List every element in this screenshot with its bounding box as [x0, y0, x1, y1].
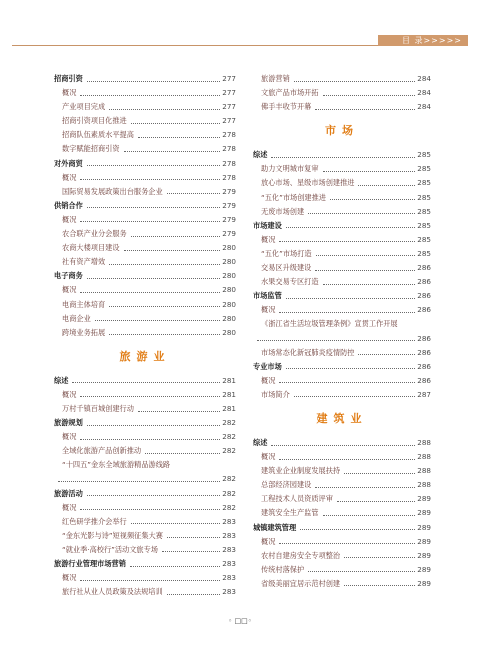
- toc-entry-title: 水果交易专区打造: [261, 277, 319, 287]
- toc-entry-title: 电子商务: [54, 271, 83, 281]
- toc-entry-title: 文旅产品市场开拓: [261, 88, 319, 98]
- toc-page-number: 283: [222, 544, 236, 554]
- dot-leader: [80, 95, 220, 96]
- dot-leader: [80, 221, 220, 222]
- dot-leader: [323, 515, 416, 516]
- toc-entry-title: 专业市场: [253, 361, 282, 371]
- dot-leader: [109, 306, 220, 307]
- toc-entry-title: 旅游活动: [54, 488, 83, 498]
- toc-entry-sub[interactable]: [253, 346, 431, 360]
- section-heading: 市场: [325, 124, 359, 138]
- toc-entry-main[interactable]: [253, 148, 431, 162]
- toc-entry-title: 概况: [62, 432, 77, 442]
- dot-leader: [167, 594, 221, 595]
- toc-page-number: 289: [417, 494, 431, 504]
- toc-page-number: 285: [417, 220, 431, 230]
- toc-entry-main[interactable]: [54, 269, 236, 283]
- toc-entry-title: 跨境业务拓展: [62, 327, 106, 337]
- toc-entry-title: 无废市场创建: [261, 206, 305, 216]
- toc-entry-title: 招商引资: [54, 74, 83, 83]
- toc-entry-sub[interactable]: [253, 492, 431, 506]
- header-tab: 目 录>>>>>: [378, 35, 468, 46]
- dot-leader: [80, 509, 220, 510]
- toc-page-number: 281: [222, 403, 236, 413]
- toc-entry-title: 概况: [62, 502, 77, 512]
- toc-entry-sub[interactable]: [253, 233, 431, 247]
- toc-entry-title: 总部经济园建设: [261, 480, 312, 490]
- toc-entry-sub[interactable]: [253, 303, 431, 317]
- toc-page-number: 286: [417, 263, 431, 273]
- toc-entry-title: 万村千镇百城创建行动: [62, 403, 134, 413]
- toc-entry-title: 旅游行业管理市场营销: [54, 559, 126, 568]
- toc-page-number: 281: [222, 375, 236, 385]
- dot-leader: [294, 81, 416, 82]
- toc-entry-title: 城镇建筑管理: [253, 522, 297, 532]
- toc-page-number: 286: [417, 333, 431, 343]
- dot-leader: [358, 354, 415, 355]
- toc-entry-title: 农村自建房安全专项整治: [261, 550, 341, 560]
- toc-page-number: 288: [417, 466, 431, 476]
- dot-leader: [271, 157, 415, 158]
- toc-page-number: 282: [222, 418, 236, 428]
- toc-entry-title: 旅游规划: [54, 418, 83, 428]
- toc-entry-main[interactable]: [54, 487, 236, 501]
- toc-entry-sub[interactable]: [253, 535, 431, 549]
- dot-leader: [87, 495, 221, 496]
- toc-page-number: 283: [222, 587, 236, 597]
- toc-entry-title: 数字赋能招商引资: [62, 144, 120, 154]
- toc-entry-title: 旅行社从业人员政策及法规培训: [62, 587, 163, 597]
- toc-entry-sub[interactable]: [54, 388, 236, 402]
- dot-leader: [109, 334, 220, 335]
- dot-leader: [308, 571, 415, 572]
- toc-entry-title: 对外商贸: [54, 158, 83, 168]
- dot-leader: [323, 95, 416, 96]
- toc-entry-sub[interactable]: [54, 283, 236, 297]
- toc-entry-title: 概况: [261, 305, 276, 315]
- dot-leader: [124, 250, 221, 251]
- toc-entry-sub[interactable]: [253, 478, 431, 492]
- dot-leader: [131, 236, 221, 237]
- toc-entry-sub[interactable]: [54, 86, 236, 100]
- toc-page-number: 285: [417, 164, 431, 174]
- toc-entry-title: 《浙江省生活垃圾管理条例》宣贯工作开展: [261, 319, 398, 329]
- toc-page-number: 288: [417, 437, 431, 447]
- toc-entry-sub[interactable]: [253, 162, 431, 176]
- toc-entry-main[interactable]: [54, 416, 236, 430]
- toc-page-number: 284: [417, 74, 431, 83]
- toc-page-number: 280: [222, 313, 236, 323]
- toc-page-number: 282: [222, 432, 236, 442]
- toc-left-column: [54, 72, 236, 599]
- dot-leader: [316, 255, 416, 256]
- dot-leader: [130, 566, 220, 567]
- toc-entry-title: 社有资产增效: [62, 257, 106, 267]
- dot-leader: [286, 227, 416, 228]
- toc-page-number: 277: [222, 74, 236, 83]
- toc-entry-sub[interactable]: [253, 332, 431, 346]
- toc-page-number: 289: [417, 508, 431, 518]
- toc-entry-sub[interactable]: [253, 450, 431, 464]
- toc-entry-sub[interactable]: [54, 100, 236, 114]
- toc-entry-title: 电商主体培育: [62, 299, 106, 309]
- toc-entry-title: “就业季·高校行”活动文旅专场: [62, 544, 158, 554]
- toc-entry-title: 红色研学推介会举行: [62, 516, 127, 526]
- dot-leader: [167, 193, 221, 194]
- toc-page-number: 279: [222, 200, 236, 210]
- toc-page-number: 280: [222, 271, 236, 281]
- toc-page-number: 289: [417, 564, 431, 574]
- dot-leader: [279, 382, 415, 383]
- toc-page-number: 282: [222, 502, 236, 512]
- toc-page-number: 289: [417, 536, 431, 546]
- toc-entry-sub[interactable]: [54, 326, 236, 340]
- toc-entry-sub[interactable]: [253, 86, 431, 100]
- toc-entry-title: “金东光影与诗”短视频征集大赛: [62, 530, 163, 540]
- toc-entry-sub[interactable]: [253, 549, 431, 563]
- toc-page-number: 286: [417, 277, 431, 287]
- toc-page-number: 289: [417, 578, 431, 588]
- dot-leader: [271, 445, 415, 446]
- toc-entry-sub[interactable]: [54, 402, 236, 416]
- dot-leader: [279, 241, 415, 242]
- toc-entry-sub[interactable]: [253, 72, 431, 86]
- toc-entry-sub[interactable]: [54, 227, 236, 241]
- dot-leader: [80, 580, 220, 581]
- toc-entry-sub[interactable]: [54, 241, 236, 255]
- toc-entry-title: 招商队伍素质水平提高: [62, 130, 134, 140]
- dot-leader: [138, 411, 220, 412]
- toc-entry-title: 综述: [54, 375, 69, 385]
- toc-entry-title: 电商企业: [62, 313, 91, 323]
- toc-page-number: 283: [222, 530, 236, 540]
- toc-page-number: 278: [222, 144, 236, 154]
- toc-entry-sub[interactable]: [253, 317, 431, 331]
- toc-entry-sub[interactable]: [54, 444, 236, 458]
- toc-entry-title: 概况: [261, 234, 276, 244]
- toc-page-number: 283: [222, 573, 236, 583]
- dot-leader: [145, 453, 220, 454]
- toc-page-number: 285: [417, 248, 431, 258]
- dot-leader: [257, 340, 415, 341]
- toc-entry-sub[interactable]: [253, 464, 431, 478]
- toc-entry-sub[interactable]: [54, 543, 236, 557]
- toc-entry-title: 市场常态化新冠肺炎疫情防控: [261, 347, 355, 357]
- dot-leader: [344, 585, 415, 586]
- toc-page-number: 286: [417, 291, 431, 301]
- toc-page-number: 284: [417, 102, 431, 112]
- toc-page-number: 285: [417, 150, 431, 160]
- dot-leader: [279, 459, 415, 460]
- dot-leader: [80, 179, 220, 180]
- dot-leader: [87, 425, 221, 426]
- toc-entry-title: 佛手丰收节开幕: [261, 102, 312, 112]
- toc-entry-sub[interactable]: [54, 114, 236, 128]
- dot-leader: [87, 207, 221, 208]
- dot-leader: [294, 396, 416, 397]
- toc-entry-sub[interactable]: [54, 515, 236, 529]
- dot-leader: [95, 320, 221, 321]
- toc-page-number: 279: [222, 229, 236, 239]
- toc-entry-sub[interactable]: [54, 298, 236, 312]
- toc-entry-title: 概况: [62, 285, 77, 295]
- toc-entry-title: 供销合作: [54, 200, 83, 210]
- toc-entry-title: 工程技术人员资质评审: [261, 494, 333, 504]
- toc-entry-main[interactable]: [54, 199, 236, 213]
- toc-entry-title: “五化”市场打造: [261, 248, 312, 258]
- toc-page-number: 280: [222, 257, 236, 267]
- toc-page-number: 286: [417, 305, 431, 315]
- toc-entry-sub[interactable]: [253, 191, 431, 205]
- toc-entry-sub[interactable]: [253, 563, 431, 577]
- toc-page-number: 289: [417, 522, 431, 532]
- dot-leader: [323, 284, 416, 285]
- toc-entry-main[interactable]: [253, 521, 431, 535]
- toc-entry-title: 概况: [261, 536, 276, 546]
- toc-entry-main[interactable]: [54, 72, 236, 86]
- toc-page-number: 285: [417, 206, 431, 216]
- toc-entry-sub[interactable]: [54, 255, 236, 269]
- dot-leader: [308, 213, 415, 214]
- toc-page-number: 280: [222, 285, 236, 295]
- toc-entry-sub[interactable]: [54, 312, 236, 326]
- toc-entry-title: 综述: [253, 437, 268, 447]
- toc-page-number: 285: [417, 178, 431, 188]
- toc-entry-title: 旅游营销: [261, 74, 290, 83]
- toc-entry-sub[interactable]: [54, 430, 236, 444]
- toc-entry-sub[interactable]: [253, 388, 431, 402]
- dot-leader: [358, 185, 415, 186]
- toc-entry-title: 招商引资项目化推进: [62, 116, 127, 126]
- dot-leader: [286, 368, 416, 369]
- toc-entry-title: 市场简介: [261, 389, 290, 399]
- dot-leader: [337, 501, 415, 502]
- toc-entry-sub[interactable]: [253, 577, 431, 591]
- dot-leader: [279, 543, 415, 544]
- dot-leader: [279, 312, 415, 313]
- toc-page-number: 283: [222, 559, 236, 568]
- toc-entry-sub[interactable]: [253, 100, 431, 114]
- toc-entry-sub[interactable]: [54, 128, 236, 142]
- dot-leader: [131, 523, 221, 524]
- toc-entry-main[interactable]: [253, 436, 431, 450]
- toc-entry-title: 概况: [62, 88, 77, 98]
- dot-leader: [87, 278, 221, 279]
- toc-page-number: 287: [417, 389, 431, 399]
- dot-leader: [300, 529, 415, 530]
- toc-page-number: 281: [222, 389, 236, 399]
- toc-entry-title: 放心市场、星级市场创建推进: [261, 178, 355, 188]
- toc-entry-main[interactable]: [253, 289, 431, 303]
- toc-entry-title: 农合联产业分会服务: [62, 229, 127, 239]
- toc-page-number: 285: [417, 234, 431, 244]
- toc-entry-sub[interactable]: [253, 247, 431, 261]
- toc-right-column: [253, 72, 431, 591]
- toc-page-number: 277: [222, 88, 236, 98]
- toc-page-number: 277: [222, 102, 236, 112]
- toc-page-number: 286: [417, 361, 431, 371]
- dot-leader: [315, 270, 415, 271]
- toc-page-number: 280: [222, 327, 236, 337]
- dot-leader: [138, 137, 220, 138]
- toc-page-number: 280: [222, 243, 236, 253]
- toc-entry-title: 概况: [62, 172, 77, 182]
- toc-page-number: 286: [417, 347, 431, 357]
- dot-leader: [80, 396, 220, 397]
- dot-leader: [87, 165, 221, 166]
- toc-entry-title: 概况: [62, 573, 77, 583]
- dot-leader: [315, 109, 415, 110]
- toc-entry-sub[interactable]: [253, 275, 431, 289]
- toc-page-number: 279: [222, 214, 236, 224]
- dot-leader: [167, 537, 220, 538]
- toc-entry-main[interactable]: [253, 219, 431, 233]
- toc-entry-title: “五化”市场创建推进: [261, 192, 326, 202]
- dot-leader: [58, 481, 220, 482]
- toc-entry-title: 概况: [62, 214, 77, 224]
- toc-entry-sub[interactable]: [253, 506, 431, 520]
- toc-page-number: 278: [222, 158, 236, 168]
- section-heading: 建筑业: [316, 411, 368, 425]
- toc-entry-sub[interactable]: [54, 501, 236, 515]
- toc-entry-title: 建筑业企业制度发展扶持: [261, 466, 341, 476]
- toc-page-number: 278: [222, 130, 236, 140]
- page-folio: ◦ □□◦: [228, 617, 252, 625]
- toc-entry-sub[interactable]: [253, 176, 431, 190]
- toc-page-number: 282: [222, 446, 236, 456]
- toc-page-number: 282: [222, 474, 236, 484]
- toc-page-number: 286: [417, 375, 431, 385]
- toc-entry-title: 建筑安全生产监管: [261, 508, 319, 518]
- toc-page-number: 284: [417, 88, 431, 98]
- dot-leader: [286, 298, 416, 299]
- toc-entry-title: 省级美丽宜居示范村创建: [261, 578, 341, 588]
- toc-entry-title: “十四五”金东全域旅游精品游线路: [62, 460, 171, 470]
- toc-entry-sub[interactable]: [54, 142, 236, 156]
- dot-leader: [87, 81, 221, 82]
- toc-entry-sub[interactable]: [54, 585, 236, 599]
- dot-leader: [315, 487, 415, 488]
- toc-page-number: 285: [417, 192, 431, 202]
- dot-leader: [80, 292, 220, 293]
- toc-page-number: 280: [222, 299, 236, 309]
- dot-leader: [330, 199, 415, 200]
- toc-entry-main[interactable]: [54, 557, 236, 571]
- toc-entry-sub[interactable]: [54, 213, 236, 227]
- toc-entry-sub[interactable]: [253, 374, 431, 388]
- toc-entry-title: 传统村落保护: [261, 564, 305, 574]
- toc-page-number: 278: [222, 172, 236, 182]
- toc-entry-title: 综述: [253, 150, 268, 160]
- toc-entry-sub[interactable]: [253, 205, 431, 219]
- dot-leader: [344, 557, 415, 558]
- toc-entry-main[interactable]: [54, 374, 236, 388]
- toc-page-number: 277: [222, 116, 236, 126]
- toc-entry-title: 国际贸易发展政策出台服务企业: [62, 186, 163, 196]
- section-heading: 旅游业: [119, 349, 171, 363]
- toc-entry-sub[interactable]: [54, 185, 236, 199]
- dot-leader: [344, 473, 415, 474]
- toc-entry-sub[interactable]: [54, 472, 236, 486]
- toc-entry-title: 交易区升级建设: [261, 263, 312, 273]
- toc-entry-sub[interactable]: [54, 171, 236, 185]
- dot-leader: [323, 171, 416, 172]
- toc-entry-title: 市场建设: [253, 220, 282, 230]
- toc-page-number: 288: [417, 452, 431, 462]
- dot-leader: [131, 123, 221, 124]
- toc-entry-title: 概况: [261, 452, 276, 462]
- dot-leader: [80, 439, 220, 440]
- dot-leader: [109, 264, 220, 265]
- toc-page-number: 288: [417, 480, 431, 490]
- toc-entry-main[interactable]: [253, 360, 431, 374]
- toc-page-number: 289: [417, 550, 431, 560]
- toc-entry-title: 产业项目完成: [62, 102, 106, 112]
- toc-entry-sub[interactable]: [54, 458, 236, 472]
- toc-entry-title: 概况: [261, 375, 276, 385]
- toc-page-number: 282: [222, 488, 236, 498]
- dot-leader: [109, 109, 220, 110]
- dot-leader: [124, 151, 221, 152]
- dot-leader: [72, 382, 220, 383]
- toc-entry-title: 市场监管: [253, 291, 282, 301]
- toc-entry-title: 概况: [62, 389, 77, 399]
- dot-leader: [162, 551, 220, 552]
- toc-entry-title: 农商大楼项目建设: [62, 243, 120, 253]
- toc-entry-sub[interactable]: [54, 529, 236, 543]
- toc-entry-main[interactable]: [54, 157, 236, 171]
- toc-page-number: 283: [222, 516, 236, 526]
- toc-entry-sub[interactable]: [253, 261, 431, 275]
- toc-entry-title: 全域化旅游产品创新推动: [62, 446, 142, 456]
- toc-entry-sub[interactable]: [54, 571, 236, 585]
- toc-page-number: 279: [222, 186, 236, 196]
- toc-entry-title: 助力文明城市复审: [261, 164, 319, 174]
